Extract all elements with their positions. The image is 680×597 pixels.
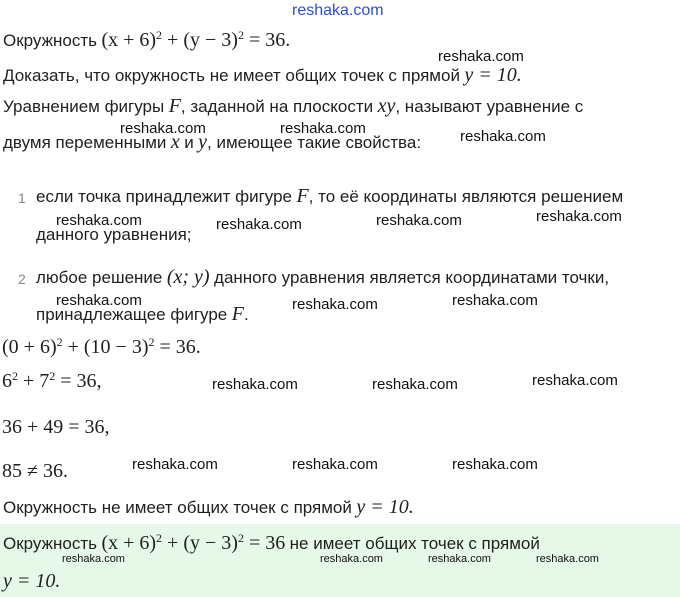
watermark: reshaka.com (120, 120, 206, 137)
watermark: reshaka.com (532, 372, 618, 389)
watermark: reshaka.com (376, 212, 462, 229)
prove-statement: Доказать, что окружность не имеет общих точек с прямой y = 10. (3, 64, 522, 86)
watermark: reshaka.com (292, 456, 378, 473)
watermark: reshaka.com (428, 553, 491, 565)
watermark: reshaka.com (372, 376, 458, 393)
task-statement: Окружность $(x + 6)^2 + (y - 3)^2 = 36$. (3, 27, 291, 51)
list-number: 1 (18, 190, 26, 206)
watermark: reshaka.com (536, 208, 622, 225)
watermark: reshaka.com (280, 120, 366, 137)
watermark: reshaka.com (460, 128, 546, 145)
watermark: reshaka.com (56, 292, 142, 309)
answer-line-1: Окружность $(x + 6)^2 + (y - 3)^2 = 36$ не имеет общих точек с прямой (3, 530, 540, 554)
line-equation: y = 10. (464, 64, 522, 86)
watermark: reshaka.com (56, 212, 142, 229)
watermark: reshaka.com (292, 296, 378, 313)
definition-line-1: Уравнением фигуры F, заданной на плоскости xy, называют уравнение с (3, 95, 584, 117)
definition-line-2: двумя переменными x и y, имеющее такие свойства: (3, 131, 422, 153)
watermark: reshaka.com (452, 292, 538, 309)
list-item: если точка принадлежит фигуре F, то её координаты являются решением (36, 185, 624, 207)
conclusion: Окружность не имеет общих точек с прямой y = 10. (3, 496, 414, 518)
list-item-cont: принадлежащее фигуре F. (36, 303, 249, 325)
watermark: reshaka.com (452, 456, 538, 473)
watermark: reshaka.com (320, 553, 383, 565)
list-item: любое решение (x; y) данного уравнения является координатами точки, (36, 266, 610, 288)
solution-step-2: $6^2 + 7^2 = 36$, (2, 368, 102, 392)
solution-step-3: 36 + 49 = 36, (2, 416, 110, 438)
watermark-top: reshaka.com (292, 2, 384, 19)
watermark: reshaka.com (62, 553, 125, 565)
answer-line-2: y = 10. (3, 570, 61, 592)
watermark: reshaka.com (132, 456, 218, 473)
list-item-cont: данного уравнения; (36, 225, 192, 244)
watermark: reshaka.com (216, 216, 302, 233)
watermark: reshaka.com (536, 553, 599, 565)
watermark: reshaka.com (438, 48, 524, 65)
circle-equation: $(x + 6)^2 + (y - 3)^2 = 36$. (101, 27, 291, 51)
watermark: reshaka.com (212, 376, 298, 393)
list-number: 2 (18, 271, 26, 287)
solution-step-1: $(0 + 6)^2 + (10 - 3)^2 = 36$. (2, 334, 201, 358)
solution-step-4: 85 ≠ 36. (2, 460, 68, 482)
